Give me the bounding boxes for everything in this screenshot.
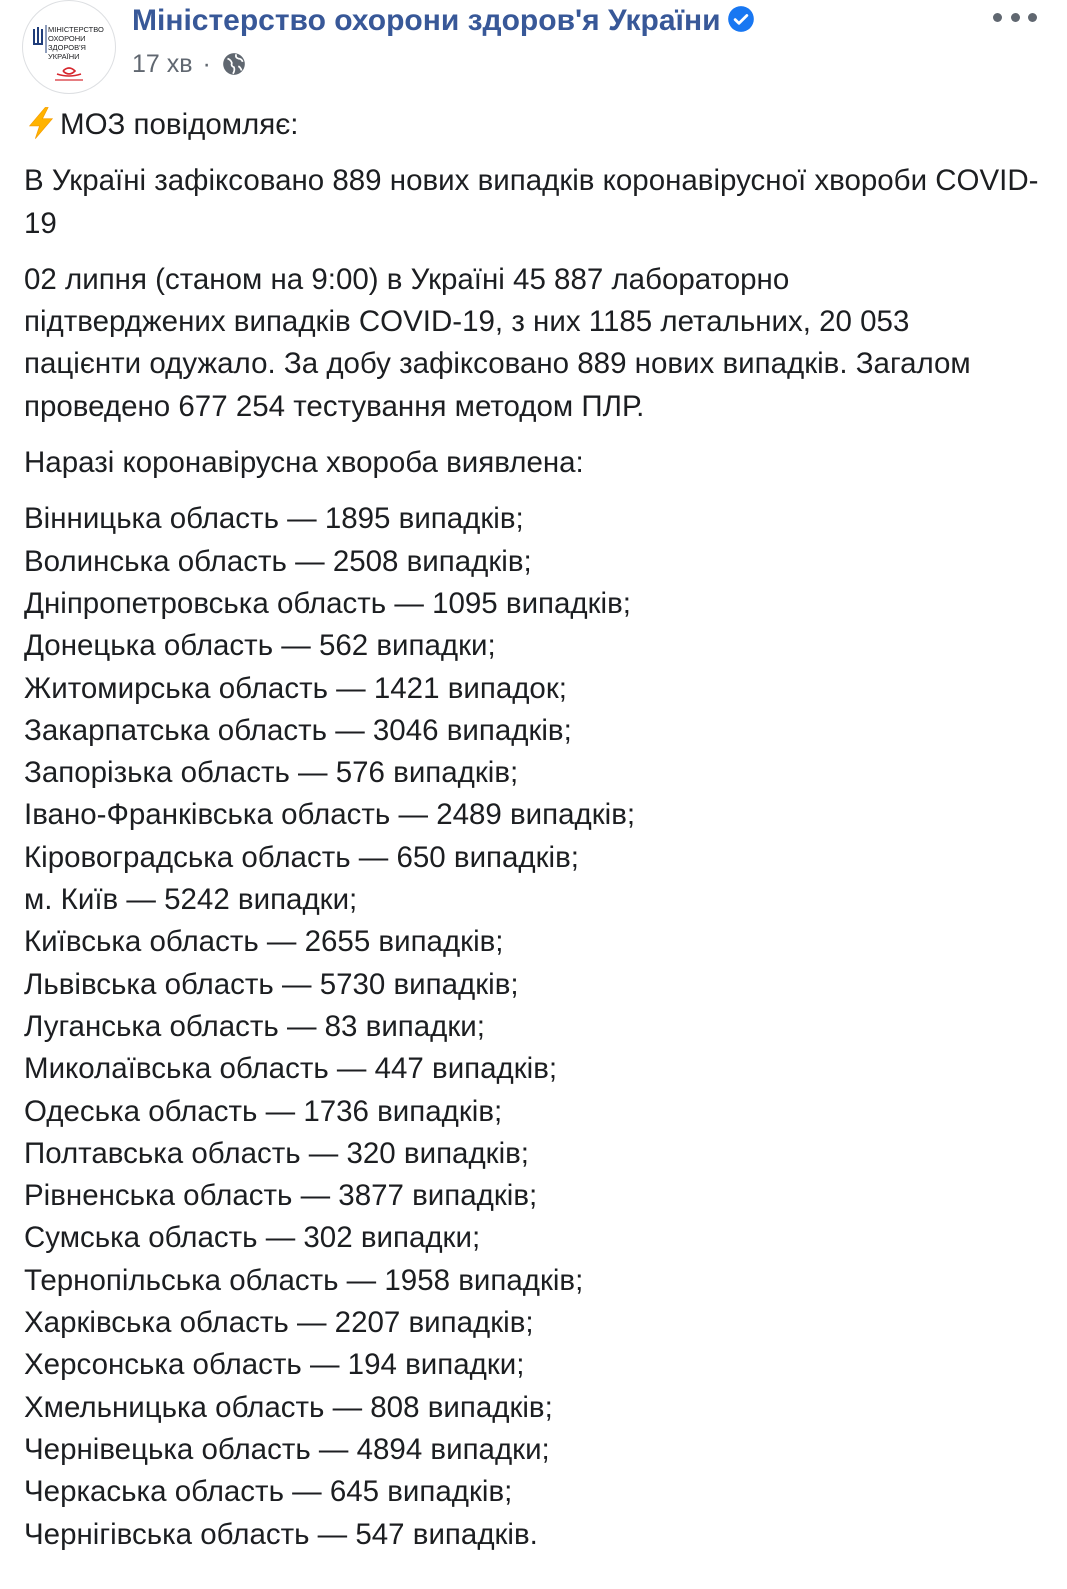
region-item: Вінницька область — 1895 випадків; [24, 502, 524, 536]
post-intro [24, 104, 1044, 146]
region-item: Полтавська область — 320 випадків; [24, 1136, 529, 1170]
post-body [24, 104, 1044, 1556]
region-item: м. Київ — 5242 випадки; [24, 883, 358, 917]
paragraph-regions-heading: Наразі коронавірусна хвороба виявлена: [24, 446, 584, 480]
avatar-text-line-2: ОХОРОНИ [48, 34, 86, 43]
region-item: Сумська область — 302 випадки; [24, 1221, 481, 1255]
region-item: Херсонська область — 194 випадки; [24, 1348, 525, 1382]
post-timestamp[interactable]: 17 хв [132, 50, 193, 78]
intro-text: МОЗ повідомляє: [60, 108, 299, 141]
region-item: Житомирська область — 1421 випадок; [24, 671, 567, 705]
trident-icon [33, 27, 43, 45]
page-name[interactable]: Міністерство охорони здоров'я України [132, 4, 721, 37]
stat-line: пацієнти одужало. За добу зафіксовано 889 нових випадків. Загалом [24, 347, 971, 381]
region-item: Миколаївська область — 447 випадків; [24, 1052, 558, 1086]
region-item: Івано-Франківська область — 2489 випадків; [24, 798, 636, 832]
region-item: Чернігівська область — 547 випадків. [24, 1517, 538, 1551]
more-dot [993, 13, 1002, 22]
page-avatar[interactable] [22, 0, 116, 94]
globe-icon[interactable] [221, 51, 247, 77]
post-header [0, 0, 1067, 96]
region-item: Дніпропетровська область — 1095 випадків; [24, 586, 631, 620]
paragraph-new-cases: В Україні зафіксовано 889 нових випадків коронавірусної хвороби COVID-19 [24, 164, 1039, 240]
stat-line: проведено 677 254 тестування методом ПЛР. [24, 389, 645, 423]
region-item: Луганська область — 83 випадки; [24, 1009, 485, 1043]
region-item: Волинська область — 2508 випадків; [24, 544, 532, 578]
region-item: Харківська область — 2207 випадків; [24, 1306, 534, 1340]
region-item: Черкаська область — 645 випадків; [24, 1475, 513, 1509]
region-item: Львівська область — 5730 випадків; [24, 967, 519, 1001]
region-item: Кіровоградська область — 650 випадків; [24, 840, 579, 874]
region-item: Запорізька область — 576 випадків; [24, 756, 519, 790]
lightning-emoji-icon [24, 106, 58, 140]
region-item: Хмельницька область — 808 випадків; [24, 1390, 553, 1424]
page-name-link[interactable] [132, 2, 755, 40]
region-item: Закарпатська область — 3046 випадків; [24, 713, 572, 747]
region-item: Одеська область — 1736 випадків; [24, 1094, 503, 1128]
regions-list [24, 498, 1044, 1555]
avatar-text-line-3: ЗДОРОВ'Я [48, 43, 86, 52]
meta-separator: · [202, 50, 211, 78]
avatar-text-line-1: МІНІСТЕРСТВО [48, 25, 104, 34]
post-meta [132, 47, 247, 81]
verified-badge-icon [727, 5, 755, 33]
region-item: Київська область — 2655 випадків; [24, 925, 504, 959]
more-dot [1011, 13, 1020, 22]
more-options-button[interactable] [993, 10, 1037, 24]
region-item: Донецька область — 562 випадки; [24, 629, 496, 663]
paragraph-statistics [24, 259, 1044, 428]
region-item: Рівненська область — 3877 випадків; [24, 1179, 538, 1213]
more-dot [1028, 13, 1037, 22]
region-item: Тернопільська область — 1958 випадків; [24, 1263, 584, 1297]
stat-line: підтверджених випадків COVID-19, з них 1185 летальних, 20 053 [24, 305, 910, 339]
avatar-text-line-4: УКРАЇНИ [48, 52, 80, 61]
region-item: Чернівецька область — 4894 випадки; [24, 1432, 550, 1466]
stat-line: 02 липня (станом на 9:00) в Україні 45 887 лабораторно [24, 262, 790, 296]
